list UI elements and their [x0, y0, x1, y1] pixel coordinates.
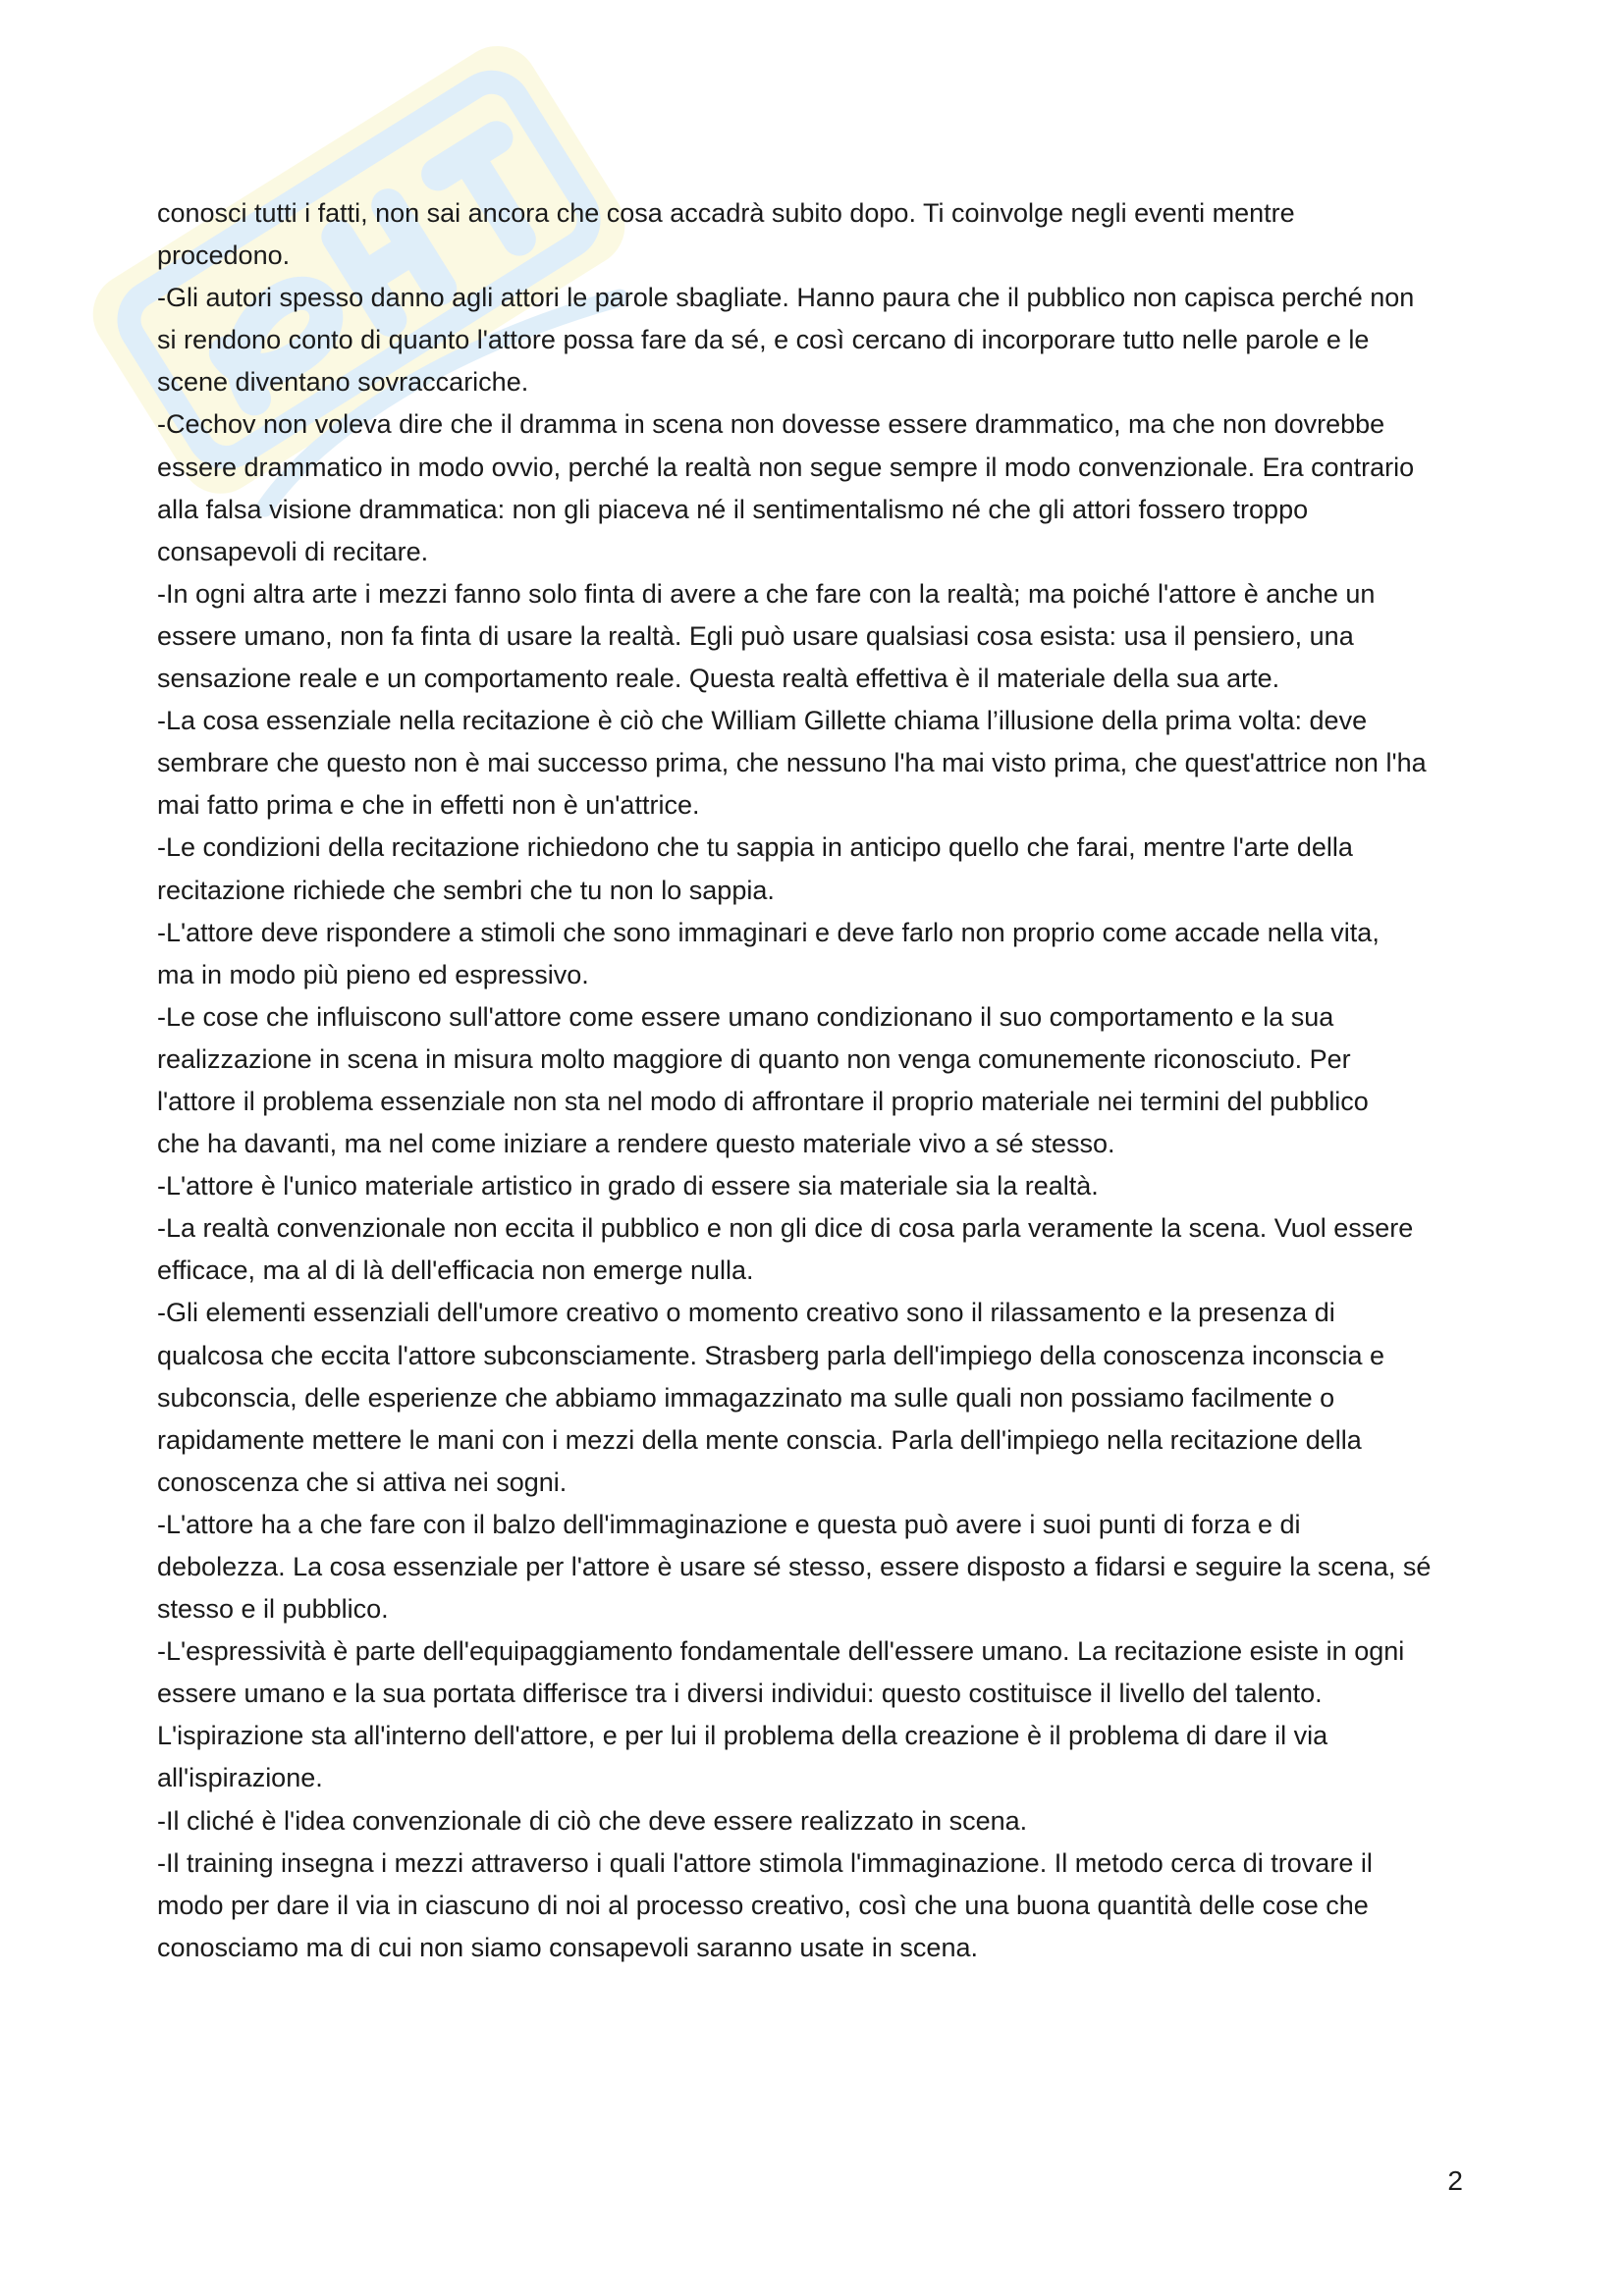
- text-line: subconscia, delle esperienze che abbiamo immagazzinato ma sulle quali non possiamo facilmente o: [157, 1382, 1335, 1413]
- text-line: -La realtà convenzionale non eccita il pubblico e non gli dice di cosa parla veramente la scena. Vuol essere: [157, 1213, 1414, 1244]
- text-line: -L'attore ha a che fare con il balzo dell'immaginazione e questa può avere i suoi punti di forza e di: [157, 1509, 1301, 1539]
- text-line: mai fatto prima e che in effetti non è un'attrice.: [157, 790, 700, 821]
- text-line: conosci tutti i fatti, non sai ancora che cosa accadrà subito dopo. Ti coinvolge negli eventi mentre: [157, 198, 1295, 228]
- text-line: -L'attore è l'unico materiale artistico in grado di essere sia materiale sia la realtà.: [157, 1171, 1099, 1201]
- text-line: -L'espressività è parte dell'equipaggiamento fondamentale dell'essere umano. La recitazione esiste in ogni: [157, 1636, 1405, 1667]
- text-line: che ha davanti, ma nel come iniziare a rendere questo materiale vivo a sé stesso.: [157, 1129, 1115, 1159]
- text-line: debolezza. La cosa essenziale per l'attore è usare sé stesso, essere disposto a fidarsi e seguire la scena, sé: [157, 1552, 1432, 1581]
- text-line: stesso e il pubblico.: [157, 1594, 389, 1625]
- text-line: essere umano e la sua portata differisce tra i diversi individui: questo costituisce il livello del talento.: [157, 1679, 1323, 1709]
- text-line: ma in modo più pieno ed espressivo.: [157, 959, 589, 989]
- text-line: essere drammatico in modo ovvio, perché la realtà non segue sempre il modo convenzionale. Era contrario: [157, 452, 1415, 482]
- text-line: sembrare che questo non è mai successo prima, che nessuno l'ha mai visto prima, che quest'attrice non l'ha: [157, 748, 1427, 778]
- text-line: sensazione reale e un comportamento reale. Questa realtà effettiva è il materiale della sua arte.: [157, 664, 1280, 694]
- text-line: modo per dare il via in ciascuno di noi al processo creativo, così che una buona quantità delle cose che: [157, 1890, 1369, 1920]
- text-line: procedono.: [157, 240, 291, 271]
- text-line: alla falsa visione drammatica: non gli piaceva né il sentimentalismo né che gli attori fossero troppo: [157, 494, 1309, 524]
- text-line: -Le cose che influiscono sull'attore come essere umano condizionano il suo comportamento e la sua: [157, 1001, 1334, 1032]
- text-line: -Il training insegna i mezzi attraverso i quali l'attore stimola l'immaginazione. Il metodo cerca di trovare il: [157, 1847, 1373, 1878]
- text-line: efficace, ma al di là dell'efficacia non emerge nulla.: [157, 1255, 754, 1286]
- text-line: -Il cliché è l'idea convenzionale di ciò che deve essere realizzato in scena.: [157, 1805, 1028, 1836]
- text-line: consapevoli di recitare.: [157, 536, 429, 566]
- text-line: -Gli elementi essenziali dell'umore creativo o momento creativo sono il rilassamento e la presenza di: [157, 1298, 1335, 1328]
- text-line: realizzazione in scena in misura molto maggiore di quanto non venga comunemente riconosciuto. Per: [157, 1043, 1351, 1074]
- text-line: rapidamente mettere le mani con i mezzi della mente conscia. Parla dell'impiego nella recitazione della: [157, 1424, 1362, 1455]
- text-line: -La cosa essenziale nella recitazione è ciò che William Gillette chiama l’illusione della prima volta: deve: [157, 706, 1368, 736]
- text-line: L'ispirazione sta all'interno dell'attore, e per lui il problema della creazione è il problema di dare il via: [157, 1721, 1328, 1751]
- document-body: [157, 192, 1492, 1969]
- text-line: -Cechov non voleva dire che il dramma in scena non dovesse essere drammatico, ma che non dovrebbe: [157, 409, 1385, 440]
- text-line: scene diventano sovraccariche.: [157, 367, 529, 398]
- text-line: -Gli autori spesso danno agli attori le parole sbagliate. Hanno paura che il pubblico non capisca perché non: [157, 283, 1415, 313]
- text-line: -Le condizioni della recitazione richiedono che tu sappia in anticipo quello che farai, mentre l'arte della: [157, 832, 1353, 863]
- text-line: essere umano, non fa finta di usare la realtà. Egli può usare qualsiasi cosa esista: usa il pensiero, una: [157, 620, 1354, 651]
- text-line: l'attore il problema essenziale non sta nel modo di affrontare il proprio materiale nei termini del pubblico: [157, 1086, 1369, 1116]
- text-line: recitazione richiede che sembri che tu non lo sappia.: [157, 875, 775, 905]
- text-line: all'ispirazione.: [157, 1763, 323, 1793]
- text-line: si rendono conto di quanto l'attore possa fare da sé, e così cercano di incorporare tutto nelle parole e le: [157, 325, 1370, 355]
- text-line: -In ogni altra arte i mezzi fanno solo finta di avere a che fare con la realtà; ma poiché l'attore è anche un: [157, 578, 1376, 609]
- text-line: qualcosa che eccita l'attore subconsciamente. Strasberg parla dell'impiego della conoscenza inconscia e: [157, 1340, 1385, 1370]
- text-line: conoscenza che si attiva nei sogni.: [157, 1467, 568, 1497]
- text-line: -L'attore deve rispondere a stimoli che sono immaginari e deve farlo non proprio come accade nella vita,: [157, 917, 1380, 947]
- page-number: 2: [1447, 2165, 1463, 2196]
- text-line: conosciamo ma di cui non siamo consapevoli saranno usate in scena.: [157, 1932, 978, 1962]
